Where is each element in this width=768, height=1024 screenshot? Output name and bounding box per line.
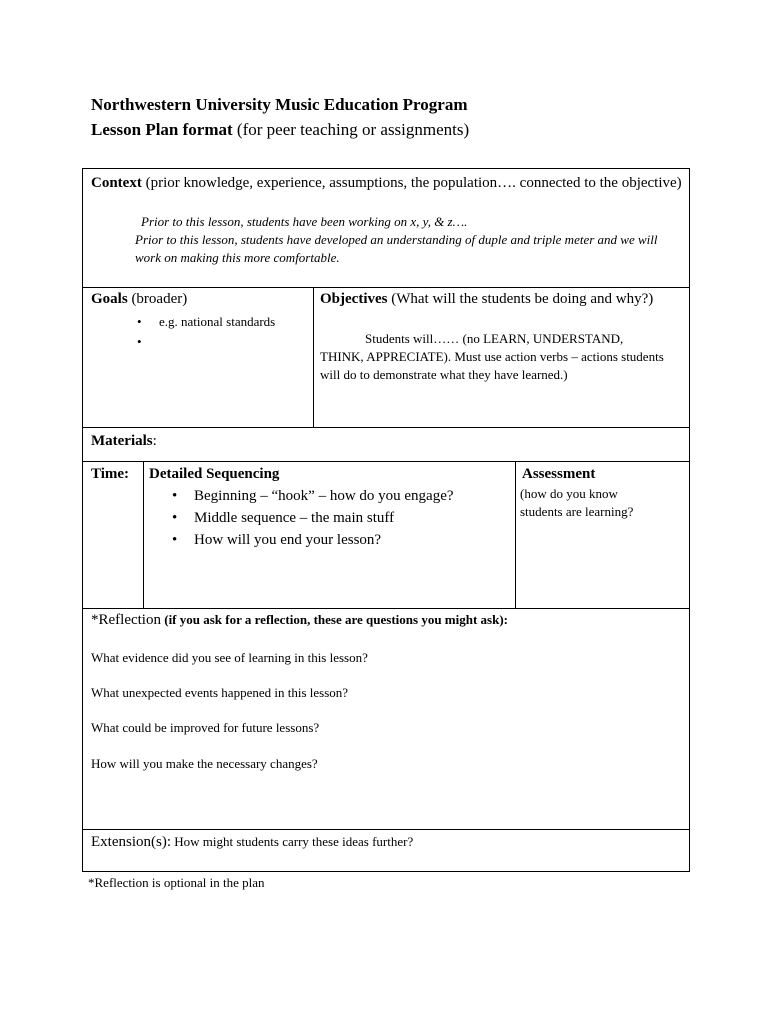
- goals-list: [137, 313, 309, 353]
- col-divider: [143, 461, 144, 608]
- subtitle-rest: (for peer teaching or assignments): [232, 120, 470, 139]
- goals-label: Goals: [91, 291, 128, 307]
- extension-label: Extension(s):: [91, 834, 171, 850]
- sequencing-item: [172, 486, 514, 508]
- reflection-question: What unexpected events happened in this lesson?: [91, 685, 349, 700]
- sequencing-heading: [149, 464, 509, 485]
- sequencing-list: [172, 486, 514, 552]
- row-divider: [83, 461, 689, 462]
- lesson-plan-table: [82, 168, 690, 872]
- time-heading: [91, 464, 129, 485]
- bullet-icon: •: [172, 510, 178, 526]
- reflection-question: What evidence did you see of learning in this lesson?: [91, 650, 368, 665]
- materials-heading: [91, 431, 157, 452]
- assessment-label: Assessment: [522, 466, 596, 482]
- bullet-icon: •: [172, 488, 178, 504]
- goals-desc: (broader): [127, 291, 188, 307]
- reflection-label: *Reflection: [91, 612, 161, 628]
- row-divider: [83, 608, 689, 609]
- reflection-question: How will you make the necessary changes?: [91, 756, 318, 771]
- row-divider: [83, 287, 689, 288]
- reflection-desc: (if you ask for a reflection, these are questions you might ask):: [160, 612, 509, 627]
- assessment-desc: (how do you know students are learning?: [520, 486, 634, 519]
- reflection-heading: [91, 611, 686, 629]
- row-divider: [83, 829, 689, 830]
- context-label: Context: [91, 175, 142, 191]
- objectives-desc: (What will the students be doing and why?): [387, 291, 654, 307]
- goals-item: [137, 333, 309, 353]
- context-heading: [91, 173, 686, 194]
- col-divider: [515, 461, 516, 608]
- sequencing-label: Detailed Sequencing: [149, 466, 280, 482]
- col-divider: [313, 287, 314, 427]
- materials-label: Materials: [91, 433, 153, 449]
- context-line-2: Prior to this lesson, students have developed an understanding of duple and triple meter and we will work on making this more comfortable.: [135, 232, 658, 265]
- extension-desc: How might students carry these ideas further?: [171, 834, 414, 849]
- objectives-body: THINK, APPRECIATE). Must use action verbs – actions students will do to demonstrate what they have learned.): [320, 349, 664, 382]
- bullet-icon: •: [172, 532, 178, 548]
- footnote: *Reflection is optional in the plan: [88, 875, 265, 890]
- bullet-icon: •: [137, 334, 142, 349]
- goals-item-text: e.g. national standards: [159, 314, 276, 329]
- assessment-heading: [522, 464, 687, 485]
- sequencing-item-text: How will you end your lesson?: [194, 532, 382, 548]
- row-divider: [83, 427, 689, 428]
- subtitle-bold: Lesson Plan format: [91, 120, 233, 139]
- sequencing-item: [172, 508, 514, 530]
- objectives-heading: [320, 289, 680, 310]
- sequencing-item-text: Beginning – “hook” – how do you engage?: [194, 488, 454, 504]
- goals-heading: [91, 289, 306, 310]
- extension-heading: [91, 833, 686, 851]
- goals-item: [137, 313, 309, 333]
- sequencing-item-text: Middle sequence – the main stuff: [194, 510, 395, 526]
- materials-colon: :: [152, 433, 157, 449]
- time-label: Time:: [91, 466, 130, 482]
- document-subtitle: [91, 120, 469, 140]
- sequencing-item: [172, 530, 514, 552]
- objectives-label: Objectives: [320, 291, 388, 307]
- context-desc: (prior knowledge, experience, assumptions, the population…. connected to the objective): [141, 175, 682, 191]
- context-line-1: Prior to this lesson, students have been working on x, y, & z….: [141, 214, 468, 229]
- document-title: Northwestern University Music Education Program: [91, 95, 468, 114]
- bullet-icon: •: [137, 314, 142, 329]
- reflection-question: What could be improved for future lessons?: [91, 720, 320, 735]
- objectives-body-line-1: Students will…… (no LEARN, UNDERSTAND,: [365, 331, 624, 346]
